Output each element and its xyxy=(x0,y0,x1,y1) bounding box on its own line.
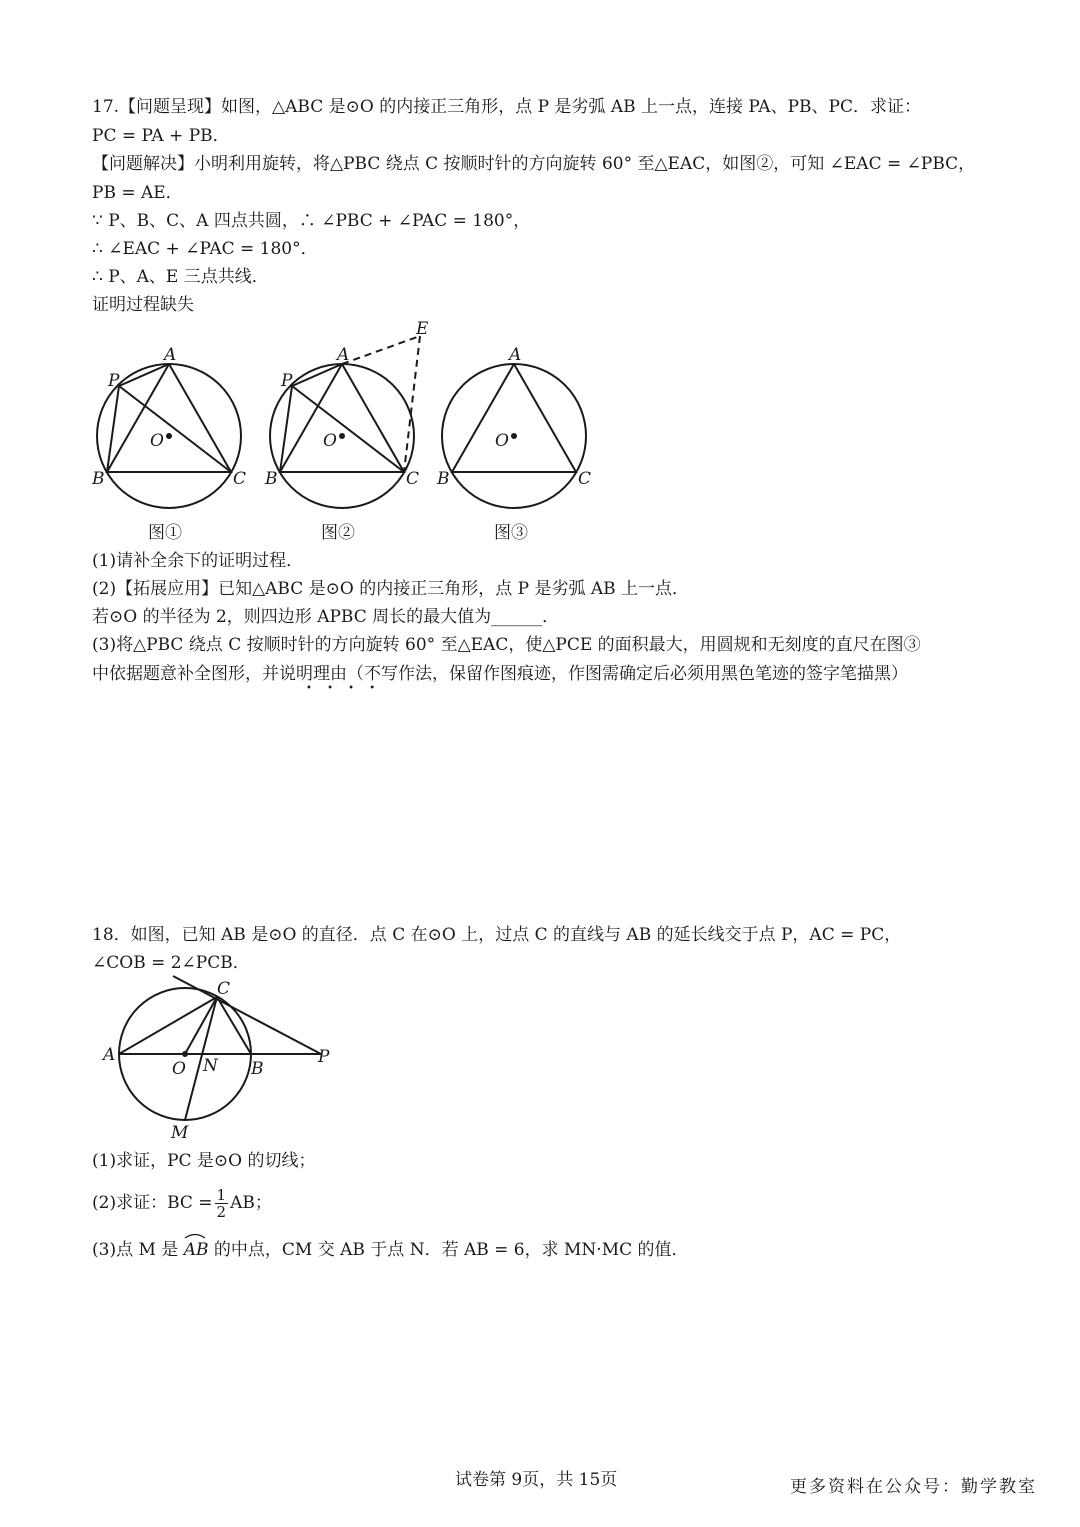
emphasis-dots: • • • • xyxy=(306,683,382,694)
q18-sub2-suffix: AB； xyxy=(230,1193,272,1213)
fig2-label-P: P xyxy=(281,371,293,391)
watermark-text: 更多资料在公众号：勤学教室 xyxy=(790,1477,1037,1497)
fig1-label-O: O xyxy=(150,431,164,451)
fig1-label-P: P xyxy=(108,371,120,391)
q17-line3: 【问题解决】小明利用旋转，将△PBC 绕点 C 按顺时针的方向旋转 60° 至△EAC，如图②，可知 ∠EAC = ∠PBC， xyxy=(92,154,976,174)
q17-line1: 17.【问题呈现】如图，△ABC 是⊙O 的内接正三角形，点 P 是劣弧 AB 上一点，连接 PA、PB、PC．求证： xyxy=(92,97,921,117)
q17-line8: 证明过程缺失 xyxy=(92,295,194,315)
q18-label-B: B xyxy=(251,1059,264,1079)
fig2-label-C: C xyxy=(406,469,420,489)
fig3-label-C: C xyxy=(578,469,592,489)
fig2-label-B: B xyxy=(265,469,278,489)
q17-line5: ∵ P、B、C、A 四点共圆，∴ ∠PBC + ∠PAC = 180°， xyxy=(92,211,531,231)
q17-sub3b: 中依据题意补全图形，并说明理由（不写作法，保留作图痕迹，作图需确定后必须用黑色笔迹的签字笔描黑） xyxy=(92,664,908,684)
page-footer: 试卷第 9页，共 15页 xyxy=(455,1470,618,1490)
q18-label-M: M xyxy=(171,1123,189,1143)
fig1-label-B: B xyxy=(92,469,105,489)
fig3-label-B: B xyxy=(437,469,450,489)
fig2-label-O: O xyxy=(323,431,337,451)
q18-line1: 18．如图，已知 AB 是⊙O 的直径．点 C 在⊙O 上，过点 C 的直线与 AB 的延长线交于点 P，AC = PC， xyxy=(92,925,902,945)
q17-sub2a: (2)【拓展应用】已知△ABC 是⊙O 的内接正三角形，点 P 是劣弧 AB 上一点． xyxy=(92,579,690,599)
arc-mark-icon xyxy=(184,1233,206,1239)
fig3-label-A: A xyxy=(509,345,522,365)
q18-figure xyxy=(95,970,345,1149)
q17-figure-2-caption: 图② xyxy=(321,523,355,543)
q18-label-O: O xyxy=(172,1059,186,1079)
q17-sub2b: 若⊙O 的半径为 2，则四边形 APBC 周长的最大值为______． xyxy=(92,607,560,627)
q17-line2: PC = PA + PB． xyxy=(92,126,230,146)
q17-figure-3-caption: 图③ xyxy=(494,523,528,543)
q17-line7: ∴ P、A、E 三点共线． xyxy=(92,267,269,287)
fig3-label-O: O xyxy=(495,431,509,451)
arc-ab: AB xyxy=(184,1235,209,1261)
q18-line2: ∠COB = 2∠PCB． xyxy=(92,953,250,973)
q18-sub3-prefix: (3)点 M 是 xyxy=(92,1240,179,1260)
fig1-label-C: C xyxy=(233,469,247,489)
q18-label-C: C xyxy=(217,979,231,999)
q18-sub3 xyxy=(92,1235,689,1261)
q18-sub1: (1)求证，PC 是⊙O 的切线； xyxy=(92,1151,316,1171)
q18-label-N: N xyxy=(203,1056,218,1076)
fraction-denominator: 2 xyxy=(216,1203,227,1221)
q17-line6: ∴ ∠EAC + ∠PAC = 180°． xyxy=(92,239,318,259)
q17-figure-3 xyxy=(435,340,605,524)
q18-sub3-suffix: 的中点，CM 交 AB 于点 N．若 AB = 6，求 MN·MC 的值． xyxy=(213,1240,689,1260)
q18-label-A: A xyxy=(103,1045,116,1065)
q17-figure-1-caption: 图① xyxy=(148,523,182,543)
q17-figure-1 xyxy=(90,340,260,524)
fig2-label-A: A xyxy=(337,345,350,365)
q18-sub2 xyxy=(92,1183,272,1223)
fig2-label-E: E xyxy=(416,319,429,339)
fig1-label-A: A xyxy=(164,345,177,365)
q17-line4: PB = AE． xyxy=(92,183,183,203)
q18-label-P: P xyxy=(318,1047,330,1067)
q17-sub3a: (3)将△PBC 绕点 C 按顺时针的方向旋转 60° 至△EAC，使△PCE 的面积最大，用圆规和无刻度的直尺在图③ xyxy=(92,635,921,655)
q17-sub1: (1)请补全余下的证明过程． xyxy=(92,551,304,571)
q17-figure-2 xyxy=(263,320,443,524)
fraction-numerator: 1 xyxy=(216,1186,227,1204)
q18-sub2-fraction xyxy=(215,1187,229,1220)
q18-sub2-prefix: (2)求证：BC = xyxy=(92,1193,213,1213)
